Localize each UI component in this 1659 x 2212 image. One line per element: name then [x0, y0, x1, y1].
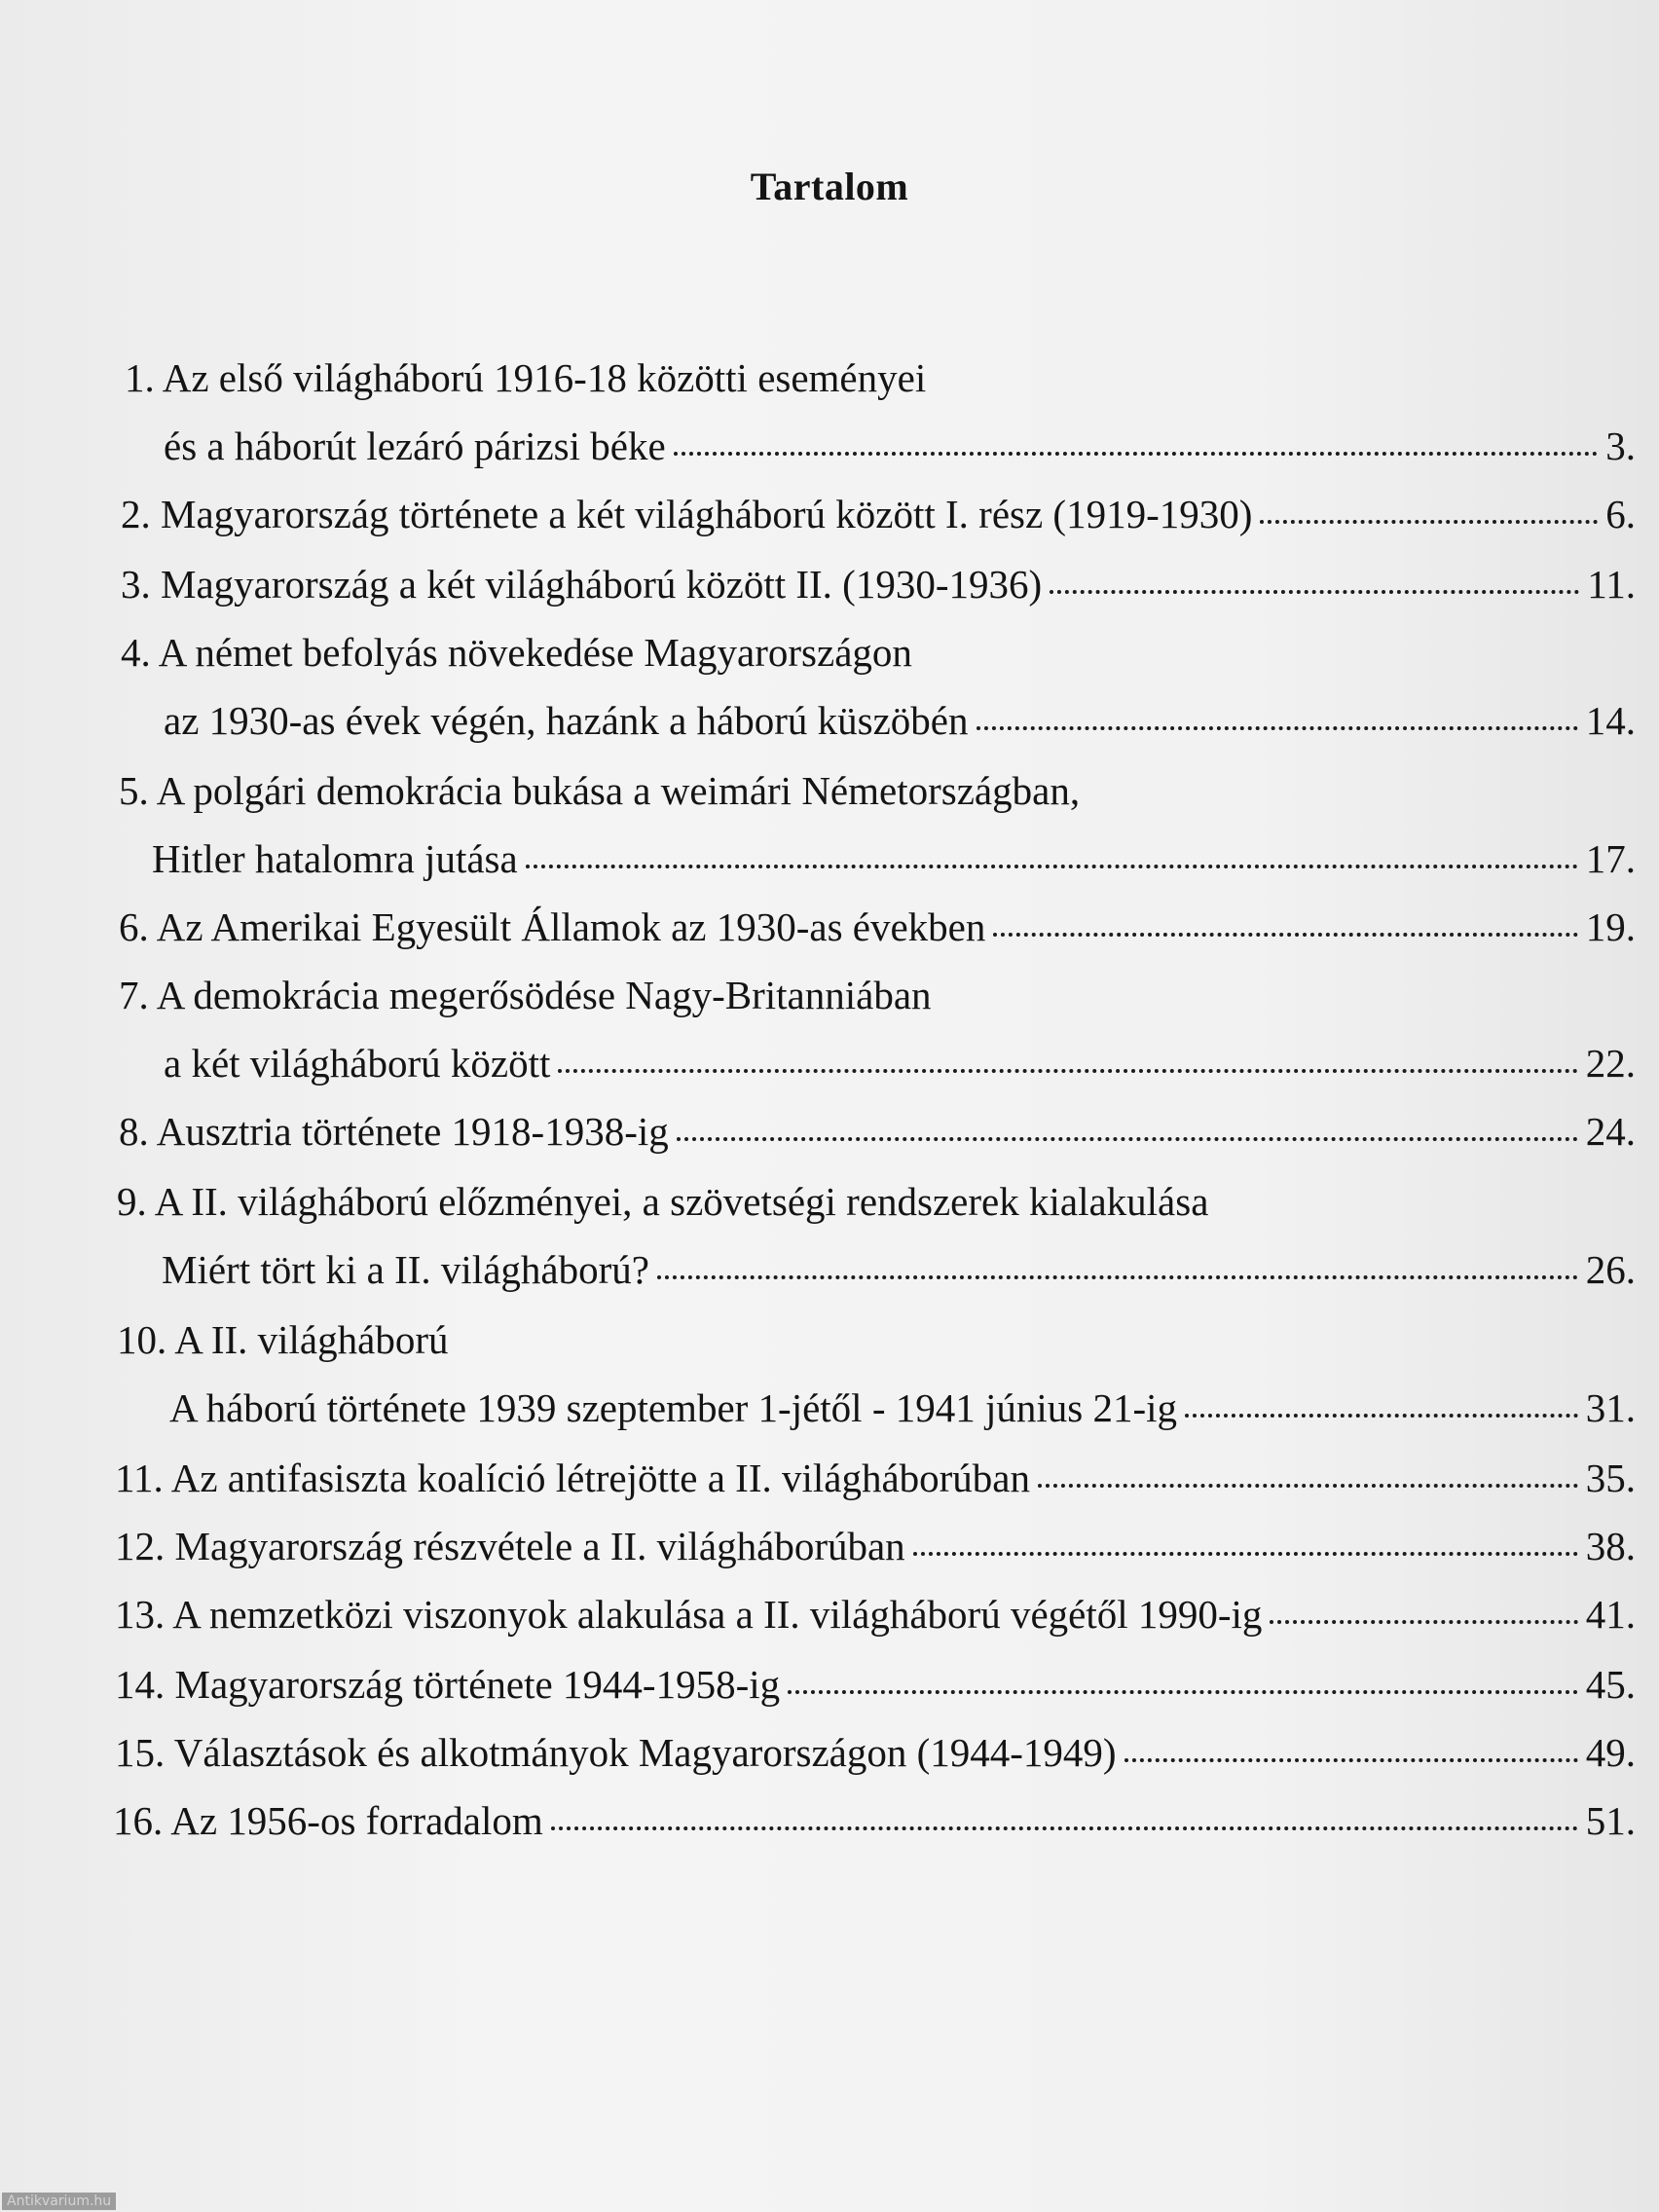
toc-entry-text: 15. Választások és alkotmányok Magyarországon (1944-1949): [115, 1730, 1117, 1775]
toc-entry-text: 4. A német befolyás növekedése Magyarországon: [121, 630, 912, 675]
toc-entry-12: [115, 1519, 1636, 1573]
toc-entry-16: [113, 1793, 1636, 1848]
toc-entry-5-line1: [119, 763, 1080, 818]
toc-entry-9-line1: [117, 1174, 1208, 1229]
toc-entry-text: 14. Magyarország története 1944-1958-ig: [115, 1662, 781, 1707]
toc-page-number: 35.: [1585, 1456, 1636, 1500]
toc-entry-6: [119, 900, 1636, 954]
dot-leader: [1038, 1484, 1578, 1488]
toc-page-number: 6.: [1605, 492, 1636, 536]
toc-entry-text: az 1930-as évek végén, hazánk a háború küszöbén: [164, 698, 969, 743]
dot-leader: [913, 1552, 1578, 1556]
toc-page-number: 14.: [1585, 698, 1636, 743]
toc-entry-text: 13. A nemzetközi viszonyok alakulása a II. világháború végétől 1990-ig: [115, 1592, 1263, 1637]
dot-leader: [1270, 1620, 1577, 1624]
toc-entry-text: 2. Magyarország története a két világháború között I. rész (1919-1930): [121, 492, 1253, 536]
dot-leader: [558, 1069, 1577, 1073]
toc-entry-9-line2: [162, 1242, 1636, 1297]
toc-entry-11: [115, 1451, 1636, 1505]
toc-entry-text: 7. A demokrácia megerősödése Nagy-Britanniában: [119, 973, 932, 1017]
toc-page-number: 51.: [1585, 1798, 1636, 1843]
toc-entry-7-line2: [164, 1036, 1636, 1090]
toc-page-number: 41.: [1585, 1592, 1636, 1637]
dot-leader: [993, 933, 1577, 937]
watermark-label: Antikvarium.hu: [2, 2193, 116, 2210]
toc-entry-13: [115, 1587, 1636, 1641]
toc-page-number: 38.: [1585, 1524, 1636, 1568]
toc-entry-text: 9. A II. világháború előzményei, a szövetségi rendszerek kialakulása: [117, 1179, 1209, 1224]
toc-entry-text: a két világháború között: [164, 1041, 551, 1086]
toc-entry-1-line2: [164, 419, 1636, 473]
toc-entry-text: 10. A II. világháború: [117, 1317, 449, 1362]
toc-entry-5-line2: [152, 831, 1636, 886]
toc-entry-8: [119, 1104, 1636, 1159]
dot-leader: [1185, 1414, 1578, 1418]
toc-entry-4-line1: [121, 625, 912, 680]
toc-page-number: 26.: [1585, 1247, 1636, 1292]
toc-page-number: 31.: [1585, 1385, 1636, 1430]
toc-entry-3: [121, 557, 1636, 611]
toc-page-number: 3.: [1605, 424, 1636, 468]
toc-entry-text: 8. Ausztria története 1918-1938-ig: [119, 1109, 669, 1154]
toc-entry-10-line2: [169, 1381, 1636, 1435]
toc-entry-text: 11. Az antifasiszta koalíció létrejötte a II. világháborúban: [115, 1456, 1030, 1500]
toc-entry-text: 5. A polgári demokrácia bukása a weimári Németországban,: [119, 768, 1081, 813]
toc-entry-10-line1: [117, 1312, 448, 1367]
dot-leader: [551, 1826, 1578, 1830]
toc-entry-text: 3. Magyarország a két világháború között II. (1930-1936): [121, 562, 1043, 607]
dot-leader: [657, 1275, 1578, 1279]
toc-page-number: 24.: [1585, 1109, 1636, 1154]
dot-leader: [1050, 590, 1579, 594]
table-of-contents: [0, 350, 1659, 1928]
dot-leader: [674, 452, 1599, 456]
page-title: Tartalom: [750, 165, 909, 208]
dot-leader: [977, 726, 1578, 730]
toc-page-number: 45.: [1585, 1662, 1636, 1707]
dot-leader: [1260, 520, 1598, 524]
toc-entry-15: [115, 1725, 1636, 1780]
toc-entry-14: [115, 1657, 1636, 1712]
dot-leader: [1124, 1758, 1578, 1762]
toc-entry-text: A háború története 1939 szeptember 1-jétől - 1941 június 21-ig: [169, 1385, 1178, 1430]
toc-entry-text: 12. Magyarország részvétele a II. világháborúban: [115, 1524, 905, 1568]
toc-entry-text: 1. Az első világháború 1916-18 közötti eseményei: [125, 355, 927, 400]
toc-entry-text: Miért tört ki a II. világháború?: [162, 1247, 649, 1292]
toc-entry-text: Hitler hatalomra jutása: [152, 836, 518, 881]
toc-page-number: 17.: [1585, 836, 1636, 881]
toc-page-number: 49.: [1585, 1730, 1636, 1775]
toc-entry-4-line2: [164, 693, 1636, 748]
toc-page-number: 11.: [1587, 562, 1636, 607]
dot-leader: [788, 1690, 1578, 1694]
toc-page-number: 19.: [1585, 904, 1636, 949]
toc-entry-text: 6. Az Amerikai Egyesült Államok az 1930-as években: [119, 904, 986, 949]
toc-entry-text: és a háborút lezáró párizsi béke: [164, 424, 666, 468]
toc-page-number: 22.: [1585, 1041, 1636, 1086]
toc-entry-text: 16. Az 1956-os forradalom: [113, 1798, 543, 1843]
toc-entry-2: [121, 487, 1636, 541]
dot-leader: [526, 865, 1578, 868]
toc-entry-1-line1: [125, 350, 926, 405]
dot-leader: [677, 1137, 1578, 1141]
toc-entry-7-line1: [119, 968, 932, 1022]
